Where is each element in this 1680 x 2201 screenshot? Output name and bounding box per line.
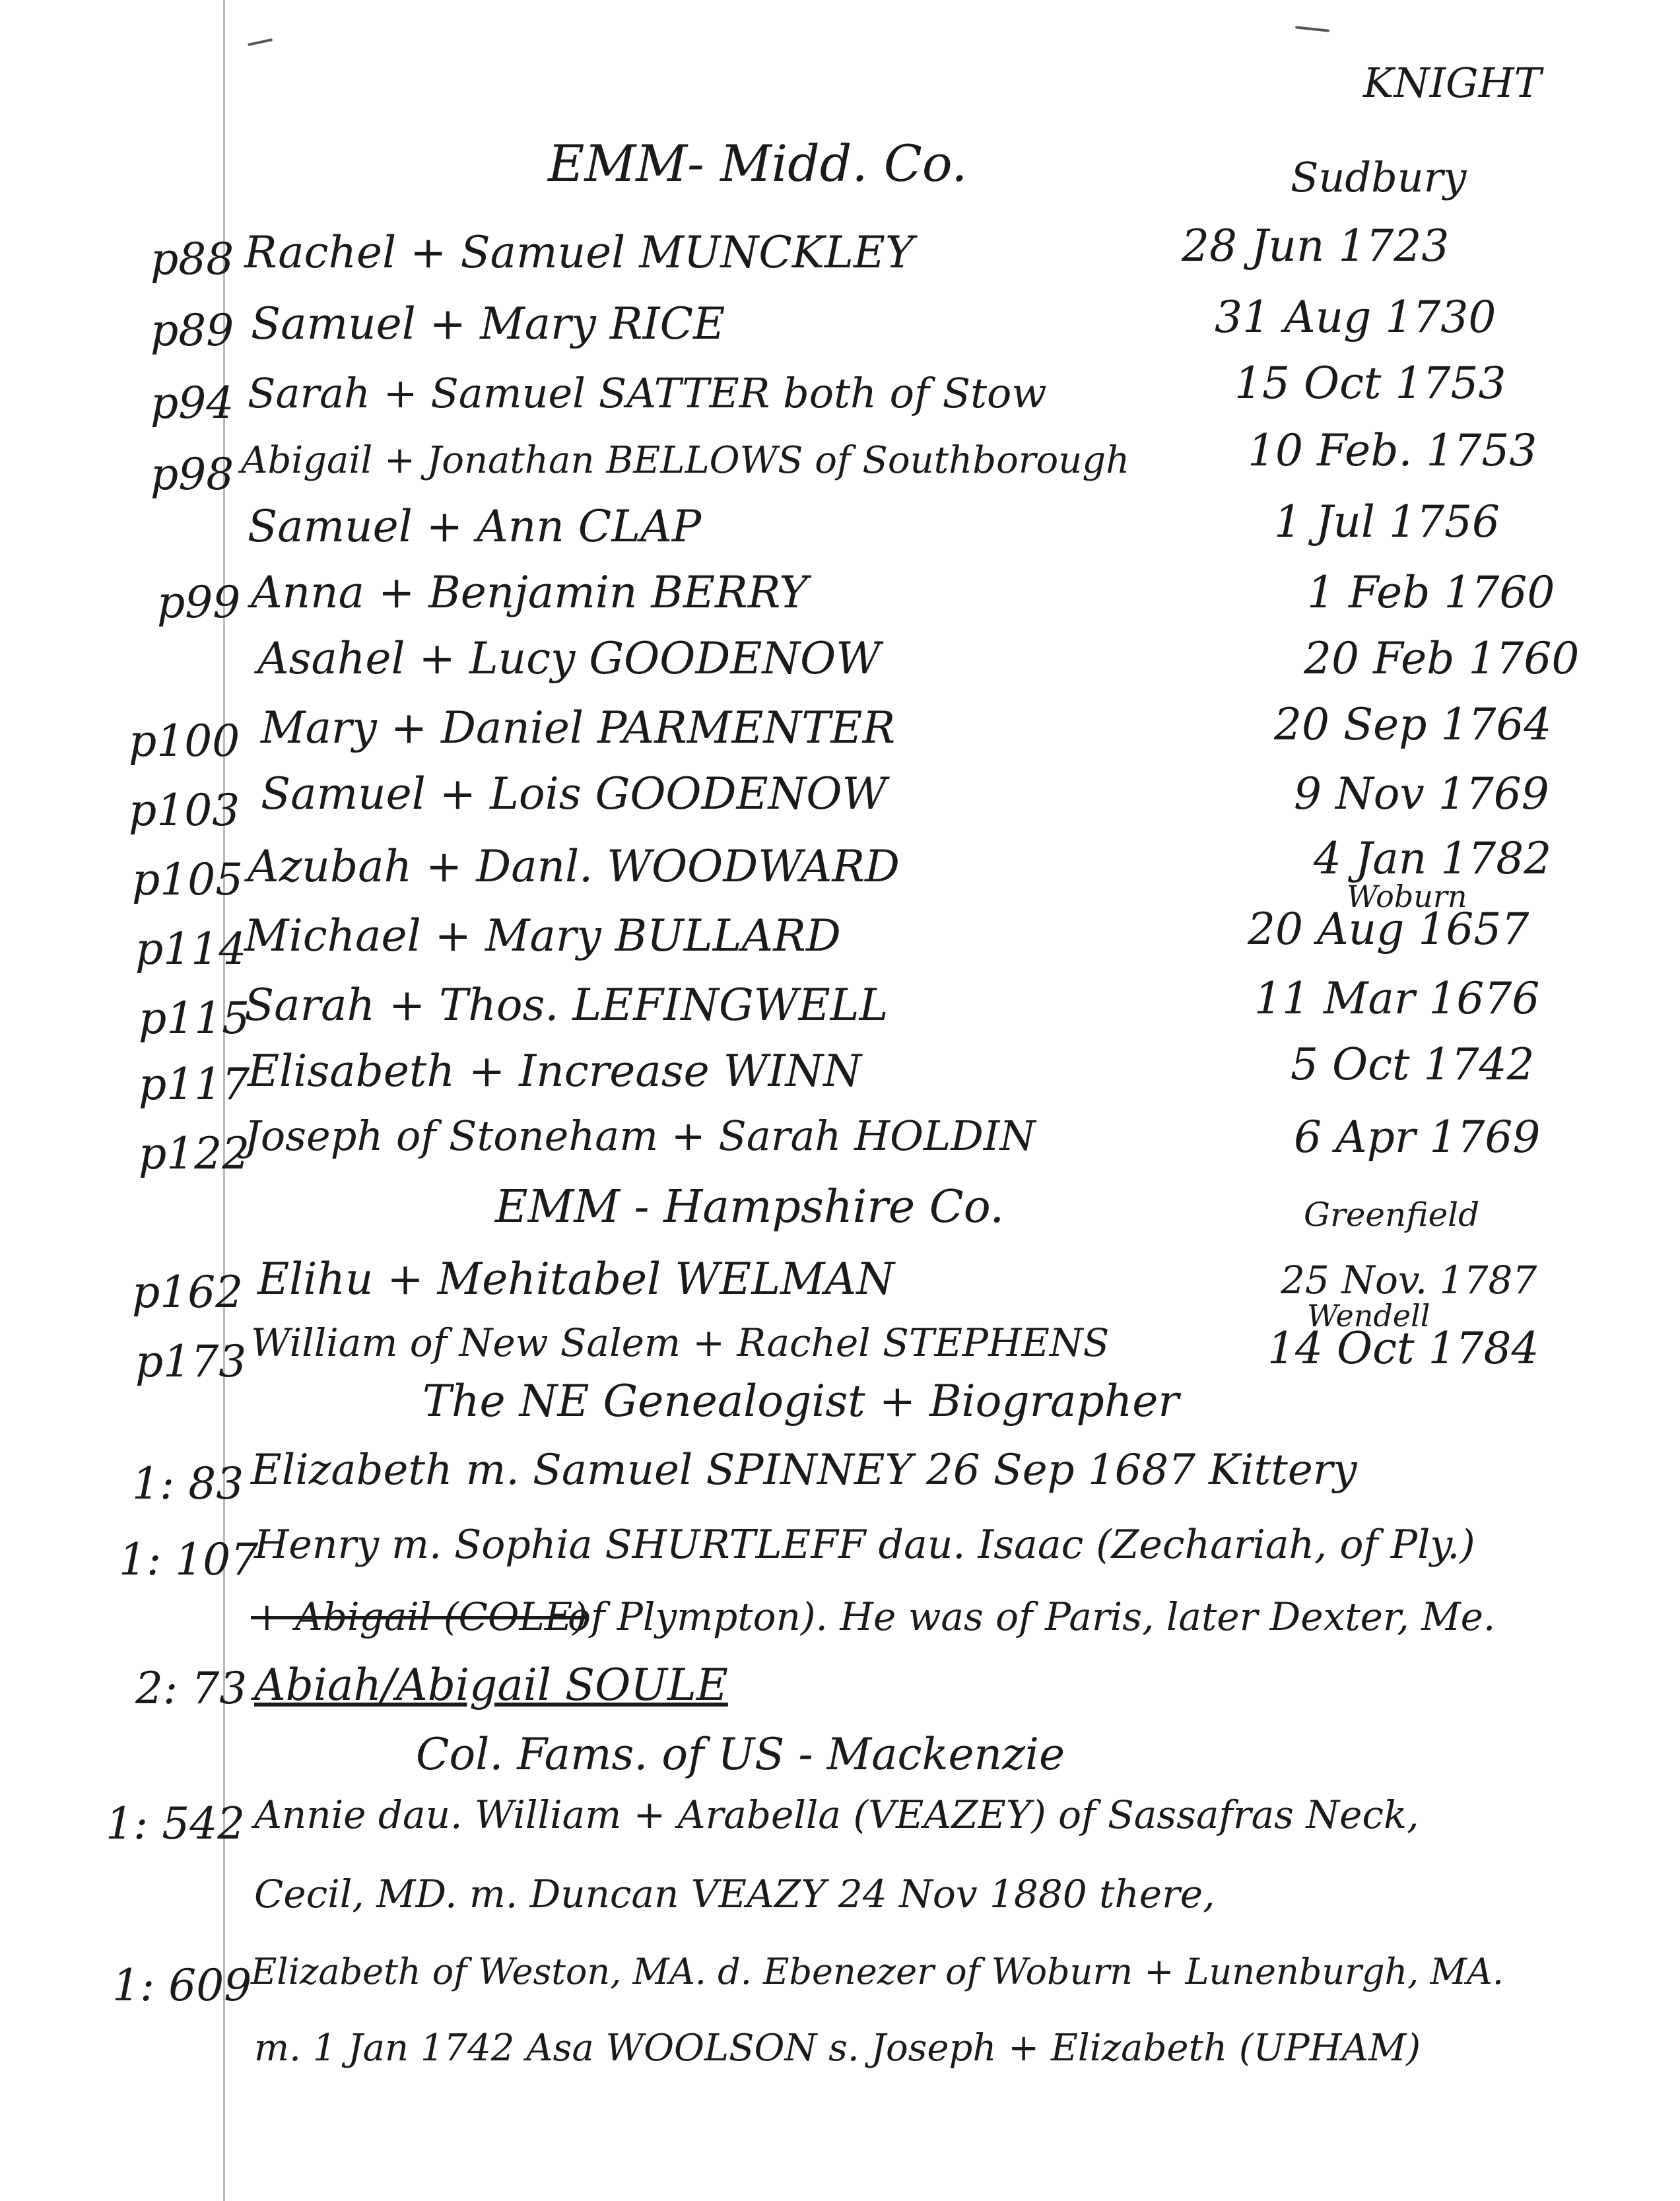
entry-text: Elizabeth of Weston, MA. d. Ebenezer of Woburn + Lunenburgh, MA. [251, 1951, 1504, 1992]
section-heading-middlesex: EMM- Midd. Co. [548, 134, 968, 193]
entry-date: 31 Aug 1730 [1215, 292, 1496, 343]
entry-ref: p162 [132, 1267, 244, 1318]
entry-date: 6 Apr 1769 [1294, 1112, 1541, 1163]
entry-text: Samuel + Lois GOODENOW [261, 768, 887, 819]
entry-ref: 1: 107 [119, 1534, 259, 1585]
entry-date: 4 Jan 1782 [1314, 833, 1552, 884]
entry-date: 10 Feb. 1753 [1248, 425, 1537, 476]
entry-ref: p100 [129, 716, 240, 766]
entry-text: Elizabeth m. Samuel SPINNEY 26 Sep 1687 Kittery [251, 1446, 1357, 1495]
entry-date: 9 Nov 1769 [1294, 768, 1549, 819]
entry-date: 14 Oct 1784 [1267, 1323, 1539, 1374]
top-right-mark [1295, 26, 1329, 32]
entry-ref: 1: 83 [132, 1458, 244, 1509]
entry-ref: p173 [135, 1336, 247, 1387]
entry-ref: p103 [129, 785, 240, 836]
entry-text: Rachel + Samuel MUNCKLEY [244, 227, 914, 278]
entry-date: 25 Nov. 1787 [1281, 1258, 1537, 1303]
entry-text: Elihu + Mehitabel WELMAN [257, 1254, 895, 1304]
entry-date: 28 Jun 1723 [1182, 220, 1450, 271]
entry-text: of Plympton). He was of Paris, later Dexter, Me. [568, 1594, 1496, 1639]
entry-ref: p122 [139, 1128, 250, 1179]
entry-ref: 1: 542 [106, 1798, 246, 1849]
entry-ref: p89 [151, 305, 234, 356]
entry-ref: 1: 609 [112, 1960, 252, 2011]
entry-text: m. 1 Jan 1742 Asa WOOLSON s. Joseph + Elizabeth (UPHAM) [254, 2027, 1421, 2070]
entry-text: Michael + Mary BULLARD [244, 910, 841, 961]
entry-text: Cecil, MD. m. Duncan VEAZY 24 Nov 1880 there, [254, 1872, 1215, 1916]
entry-date: 20 Aug 1657 [1248, 904, 1529, 955]
entry-date: 5 Oct 1742 [1291, 1039, 1535, 1090]
top-left-mark [248, 38, 273, 46]
entry-text: Henry m. Sophia SHURTLEFF dau. Isaac (Zechariah, of Ply.) [254, 1522, 1475, 1568]
entry-date: 15 Oct 1753 [1234, 358, 1506, 409]
entry-ref: p115 [139, 993, 250, 1044]
section-heading-ne-genealogist: The NE Genealogist + Biographer [422, 1376, 1179, 1427]
entry-ref: p117 [139, 1059, 250, 1110]
entry-date: 1 Jul 1756 [1274, 496, 1500, 547]
entry-text: Elisabeth + Increase WINN [248, 1046, 862, 1097]
town-label-sudbury: Sudbury [1291, 153, 1467, 201]
entry-ref: 2: 73 [135, 1663, 248, 1714]
section-heading-col-fams: Col. Fams. of US - Mackenzie [416, 1729, 1065, 1780]
entry-ref: p99 [157, 577, 241, 628]
struck-text: + Abigail (COLE) [251, 1594, 588, 1639]
entry-ref: p94 [151, 378, 234, 428]
entry-text: Sarah + Samuel SATTER both of Stow [248, 369, 1047, 417]
entry-text: Abigail + Jonathan BELLOWS of Southborough [241, 439, 1130, 482]
entry-date: 11 Mar 1676 [1254, 973, 1540, 1024]
place-note-woburn: Woburn [1347, 879, 1467, 914]
entry-text: Azubah + Danl. WOODWARD [248, 841, 900, 892]
place-note-wendell: Wendell [1307, 1298, 1430, 1334]
entry-date: 20 Sep 1764 [1274, 699, 1552, 750]
surname-heading: KNIGHT [1363, 59, 1542, 107]
entry-text: Joseph of Stoneham + Sarah HOLDIN [244, 1112, 1036, 1160]
entry-date: 1 Feb 1760 [1307, 567, 1555, 618]
entry-ref: p88 [151, 234, 234, 285]
section-heading-hampshire: EMM - Hampshire Co. [495, 1181, 1005, 1233]
entry-text: Mary + Daniel PARMENTER [261, 702, 896, 753]
entry-text: Asahel + Lucy GOODENOW [257, 633, 881, 684]
entry-text: William of New Salem + Rachel STEPHENS [251, 1320, 1110, 1365]
town-label-greenfield: Greenfield [1304, 1196, 1480, 1234]
entry-ref: p98 [151, 449, 234, 500]
entry-text: Annie dau. William + Arabella (VEAZEY) of Sassafras Neck, [254, 1792, 1419, 1837]
entry-ref: p105 [132, 854, 244, 905]
entry-text: Abiah/Abigail SOULE [254, 1660, 728, 1710]
entry-ref: p114 [135, 924, 247, 974]
entry-text: Samuel + Mary RICE [251, 298, 725, 349]
entry-date: 20 Feb 1760 [1304, 633, 1580, 684]
entry-text: Anna + Benjamin BERRY [251, 567, 808, 618]
entry-text: Sarah + Thos. LEFINGWELL [244, 980, 889, 1031]
entry-text: Samuel + Ann CLAP [248, 501, 702, 552]
